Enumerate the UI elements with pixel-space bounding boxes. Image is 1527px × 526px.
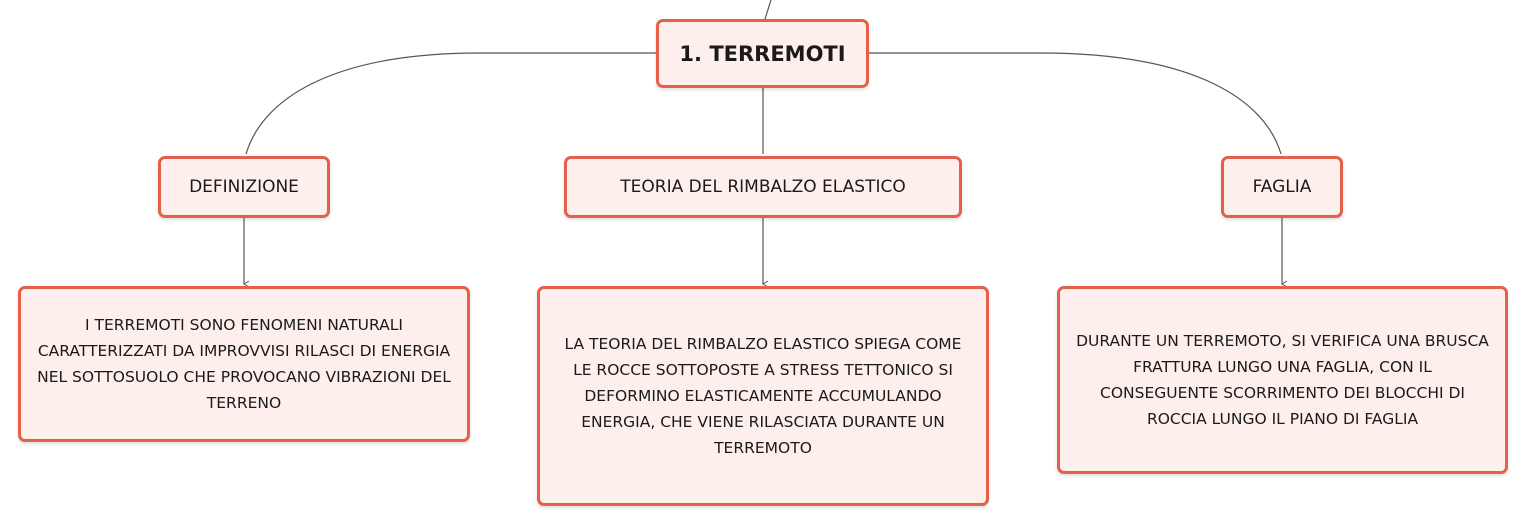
node-teoria-rimbalzo-elastico[interactable] <box>564 156 962 218</box>
node-definizione[interactable] <box>158 156 330 218</box>
definizione-description-text: I TERREMOTI SONO FENOMENI NATURALI CARATTERIZZATI DA IMPROVVISI RILASCI DI ENERGIA NEL SOTTOSUOLO CHE PROVOCANO VIBRAZIONI DEL TERRENO <box>37 316 451 412</box>
connector-parent-to-root <box>765 0 771 19</box>
root-node-terremoti[interactable] <box>656 19 869 88</box>
node-definizione-label: DEFINIZIONE <box>189 177 299 197</box>
connector-root-to-definizione <box>246 53 656 154</box>
node-teoria-label: TEORIA DEL RIMBALZO ELASTICO <box>620 177 906 197</box>
node-definizione-description[interactable] <box>18 286 470 442</box>
teoria-description-text: LA TEORIA DEL RIMBALZO ELASTICO SPIEGA COME LE ROCCE SOTTOPOSTE A STRESS TETTONICO SI DEFORMINO ELASTICAMENTE ACCUMULANDO ENERGIA, CHE VIENE RILASCIATA DURANTE UN TERREMOTO <box>564 335 962 457</box>
node-faglia-description[interactable] <box>1057 286 1508 474</box>
faglia-description-text: DURANTE UN TERREMOTO, SI VERIFICA UNA BRUSCA FRATTURA LUNGO UNA FAGLIA, CON IL CONSEGUENTE SCORRIMENTO DEI BLOCCHI DI ROCCIA LUNGO IL PIANO DI FAGLIA <box>1076 332 1489 428</box>
node-teoria-description[interactable] <box>537 286 989 506</box>
node-faglia-label: FAGLIA <box>1252 177 1312 197</box>
node-faglia[interactable] <box>1221 156 1343 218</box>
connector-root-to-faglia <box>869 53 1281 154</box>
root-node-label: 1. TERREMOTI <box>679 41 846 66</box>
